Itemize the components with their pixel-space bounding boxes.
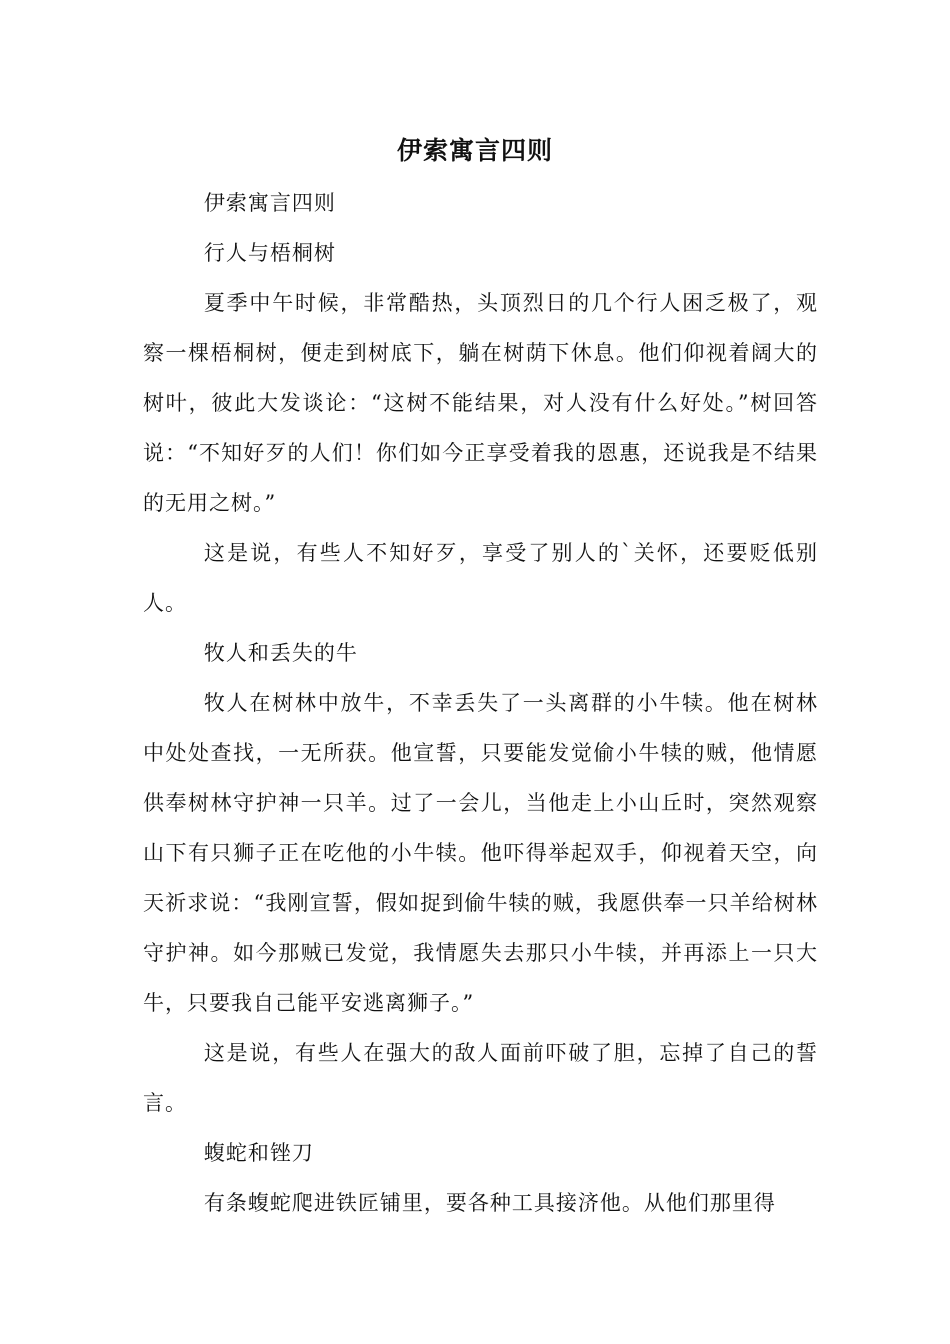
- section-heading: 伊索寓言四则: [203, 191, 336, 215]
- document-title: 伊索寓言四则: [396, 136, 553, 165]
- body-paragraph: 这是说，有些人不知好歹，享受了别人的`关怀，还要贬低别人。: [143, 541, 818, 615]
- section-heading: 牧人和丢失的牛: [203, 641, 358, 665]
- section-heading: 行人与梧桐树: [203, 241, 336, 265]
- body-paragraph: 夏季中午时候，非常酷热，头顶烈日的几个行人困乏极了，观察一棵梧桐树，便走到树底下，躺在树荫下休息。他们仰视着阔大的树叶，彼此大发谈论：“这树不能结果，对人没有什么好处。”树回答说：“不知好歹的人们！你们如今正享受着我的恩惠，还说我是不结果的无用之树。”: [143, 291, 818, 515]
- body-paragraph: 有条蝮蛇爬进铁匠铺里，要各种工具接济他。从他们那里得: [203, 1191, 776, 1215]
- body-paragraph: 这是说，有些人在强大的敌人面前吓破了胆，忘掉了自己的誓言。: [143, 1041, 818, 1115]
- body-paragraph: 牧人在树林中放牛，不幸丢失了一头离群的小牛犊。他在树林中处处查找，一无所获。他宣誓，只要能发觉偷小牛犊的贼，他情愿供奉树林守护神一只羊。过了一会儿，当他走上小山丘时，突然观察山下有只狮子正在吃他的小牛犊。他吓得举起双手，仰视着天空，向天祈求说：“我刚宣誓，假如捉到偷牛犊的贼，我愿供奉一只羊给树林守护神。如今那贼已发觉，我情愿失去那只小牛犊，并再添上一只大牛，只要我自己能平安逃离狮子。”: [143, 691, 818, 1015]
- document-body: [143, 178, 818, 1228]
- section-heading: 蝮蛇和锉刀: [203, 1141, 314, 1165]
